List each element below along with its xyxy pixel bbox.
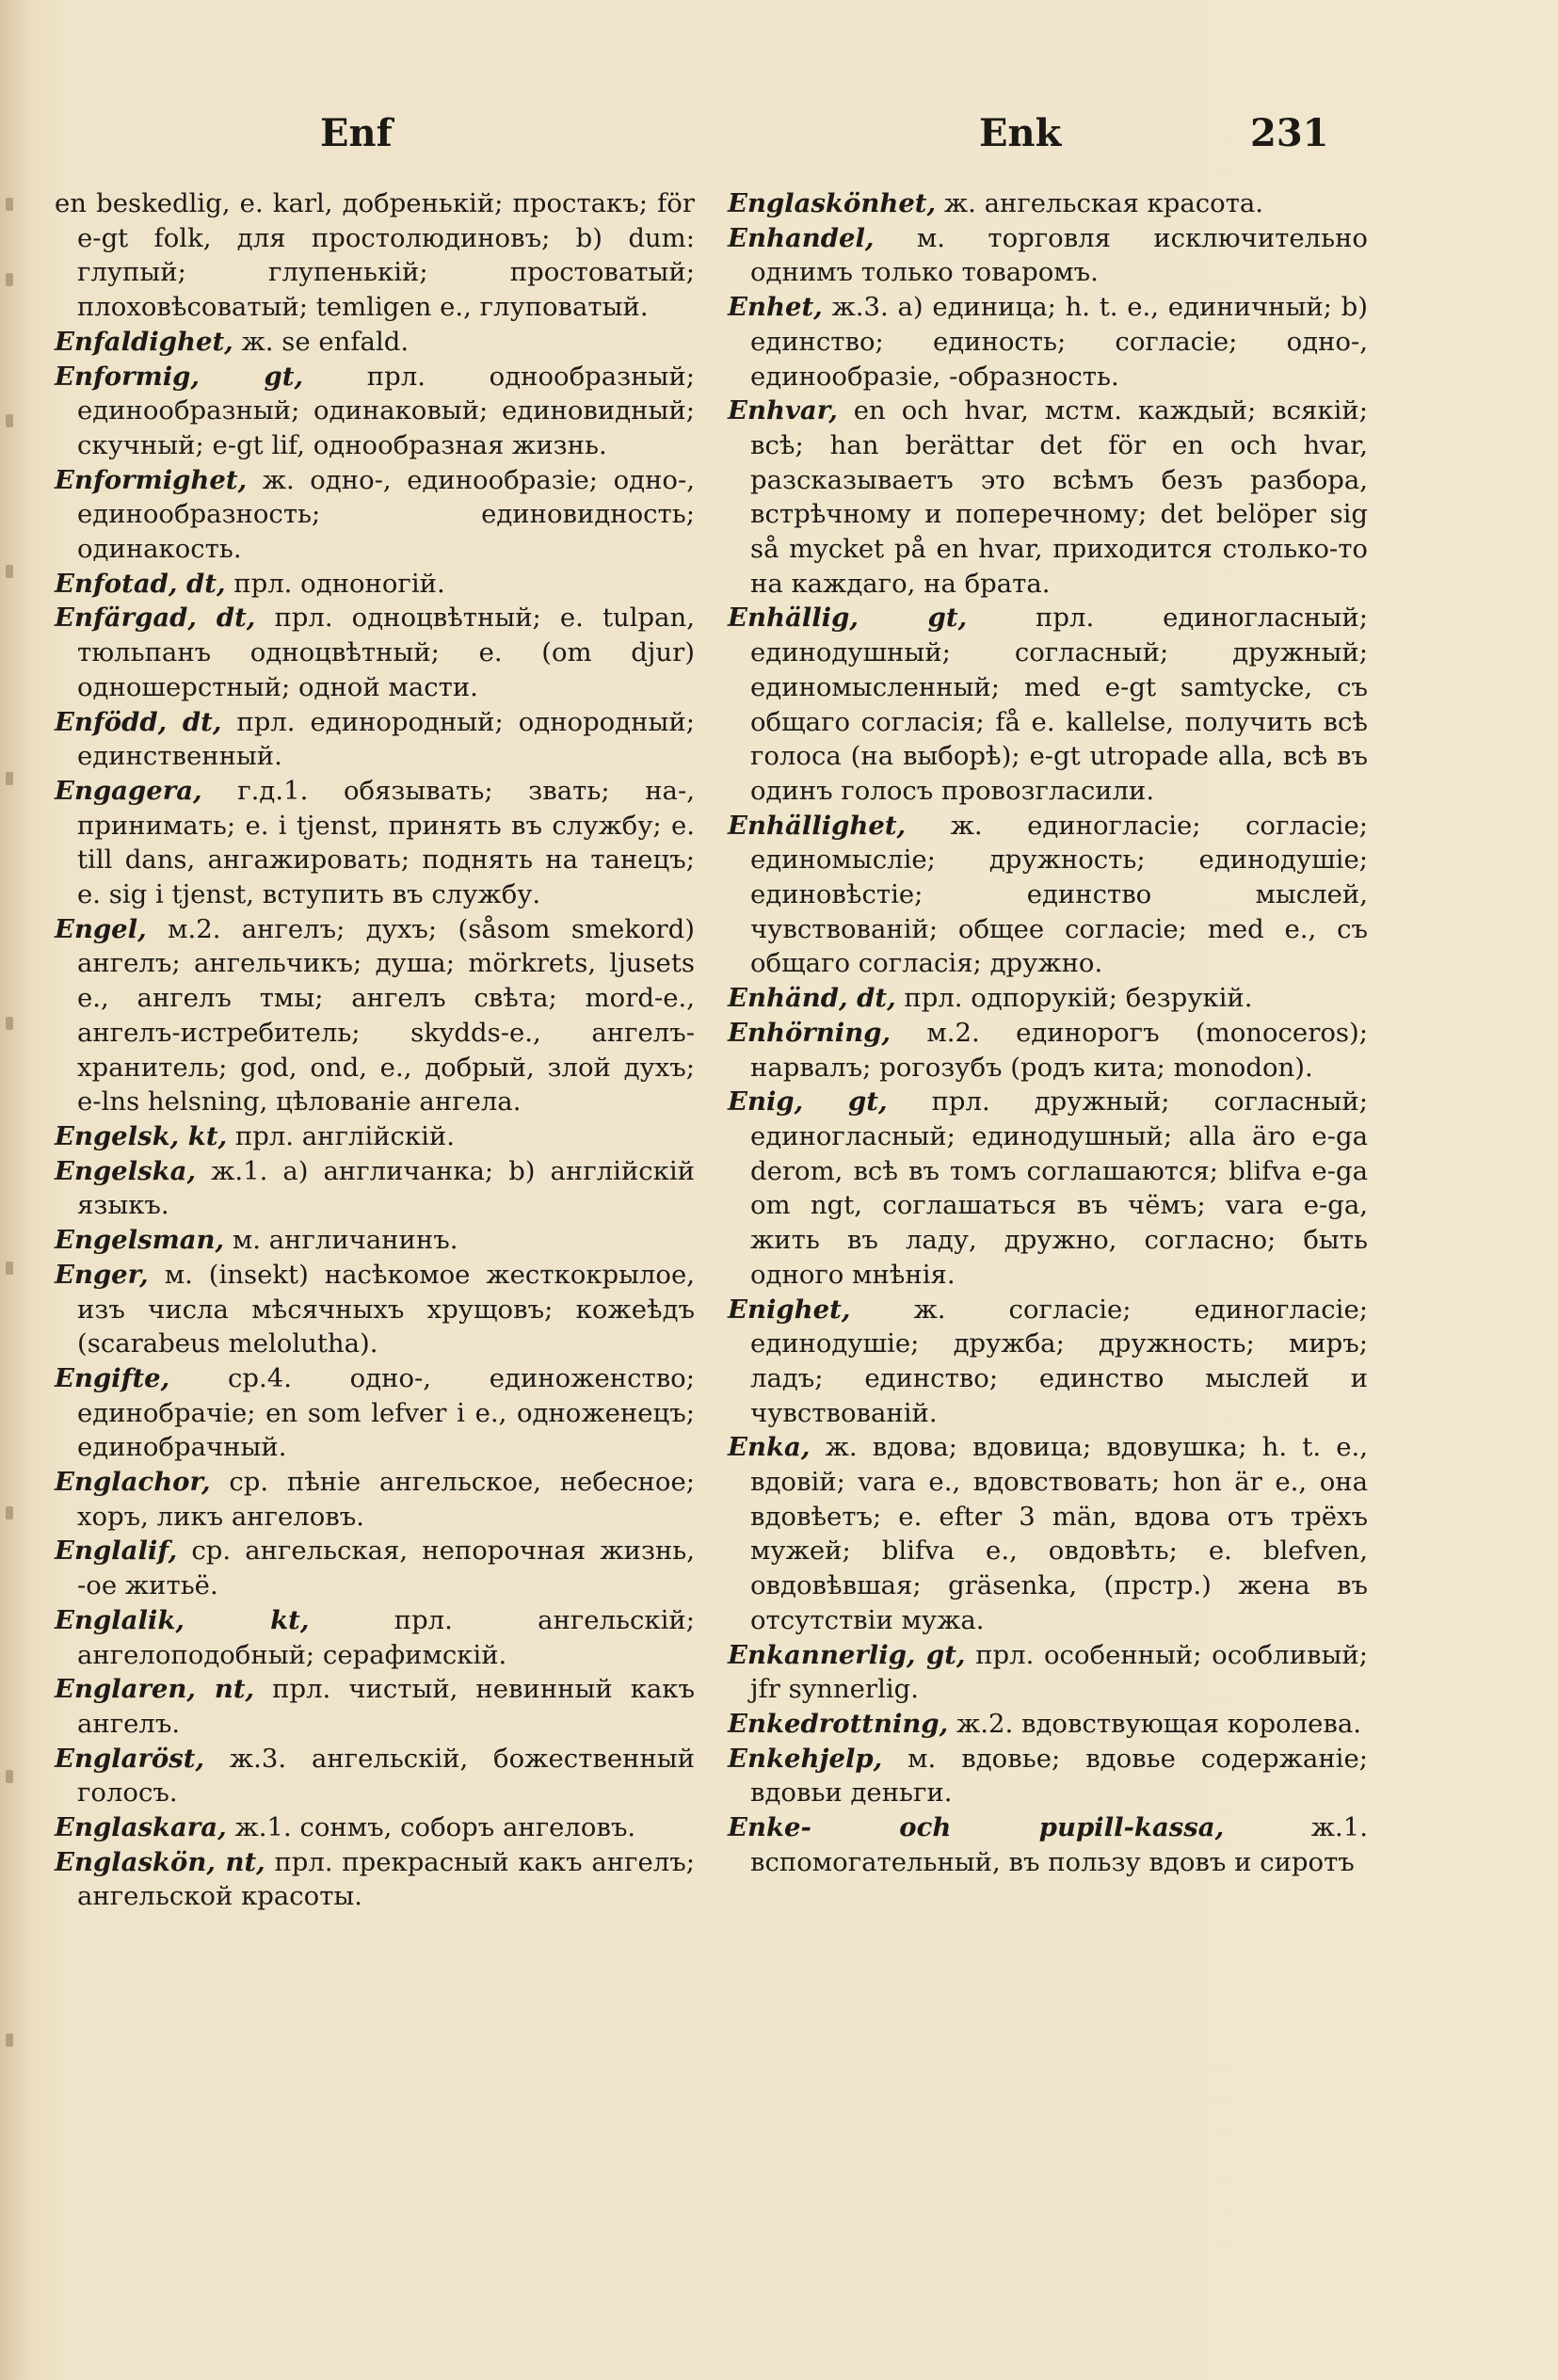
entry-headword: Englaskara,: [55, 1812, 227, 1843]
dictionary-entry: [728, 290, 1368, 394]
dictionary-entry: [55, 705, 695, 774]
entry-definition: прл. одноногій.: [233, 568, 445, 599]
entry-definition: ж.1. вспомогательный, въ пользу вдовъ и сиротъ: [750, 1812, 1368, 1877]
entry-definition: м. англичанинъ.: [232, 1225, 458, 1256]
entry-headword: Enhandel,: [728, 222, 875, 253]
entry-definition: прл. ангельскій; ангелоподобный; серафимскій.: [77, 1604, 695, 1670]
dictionary-entry: [728, 1430, 1368, 1637]
entry-headword: Enka,: [728, 1432, 811, 1463]
dictionary-entry: [55, 1672, 695, 1741]
entry-definition: м. вдовье; вдовье содержаніе; вдовьи деньги.: [750, 1743, 1368, 1809]
entry-definition: ж. одно-, единообразіе; одно-, единообразность; единовидность; одинакость.: [77, 464, 695, 565]
entry-headword: Englalif,: [55, 1536, 178, 1567]
entry-definition: en beskedlig, e. karl, добренькій; простакъ; för e-gt folk, для простолюдиновъ; b) dum: глупый; глупенькій; простоватый; плоховѣсоватый; temligen e., глуповатый.: [55, 188, 695, 323]
entry-definition: ж. согласіе; единогласіе; единодушіе; дружба; дружность; миръ; ладъ; единство; единство мыслей и чувствованій.: [750, 1294, 1369, 1428]
entry-definition: en och hvar, мстм. каждый; всякій; всѣ; han berättar det för en och hvar, разсказываетъ это всѣмъ безъ разбора, встрѣчному и поперечному; det belöper sig så mycket på en hvar, приходится столько-то на каждаго, на брата.: [750, 395, 1368, 599]
entry-headword: Englaren, nt,: [55, 1674, 255, 1705]
dictionary-entry: [728, 809, 1368, 982]
dictionary-entry: [55, 912, 695, 1119]
entry-headword: Enhvar,: [728, 395, 838, 426]
entry-headword: Enke- och pupill-kassa,: [728, 1812, 1225, 1843]
entry-headword: Enkehjelp,: [728, 1743, 883, 1774]
entry-headword: Enhänd, dt,: [728, 983, 896, 1014]
entry-definition: ж. вдова; вдовица; вдовушка; h. t. e., вдовій; vara e., вдовствовать; hon är e., она вдовѣетъ; e. efter 3 män, вдова отъ трёхъ мужей; blifva e., овдовѣть; e. blefven, овдовѣвшая; gräsenka, (прстр.) жена въ отсутствіи мужа.: [750, 1432, 1368, 1635]
right-column: [728, 186, 1368, 1879]
entry-headword: Enformighet,: [55, 464, 248, 495]
entry-definition: прл. однообразный; единообразный; одинаковый; единовидный; скучный; e-gt lif, однообразная жизнь.: [77, 361, 695, 460]
entry-headword: Enkannerlig, gt,: [728, 1639, 966, 1670]
entry-definition: ж.3. a) единица; h. t. e., единичный; b) единство; единость; согласіе; одно-, единообразіе, -образность.: [750, 292, 1368, 392]
entry-definition: м.2. ангелъ; духъ; (såsom smekord) ангелъ; ангельчикъ; душа; mörkrets, ljusets e., ангелъ тмы; ангелъ свѣта; mord-e., ангелъ-истребитель; skydds-e., ангелъ-хранитель; god, ond, e., добрый, злой духъ; e-lns helsning, цѣлованіе ангела.: [77, 913, 695, 1118]
header-center: Enk: [979, 111, 1062, 155]
dictionary-entry: [55, 1258, 695, 1361]
dictionary-entry: [728, 394, 1368, 601]
entry-definition: ж. ангельская красота.: [943, 188, 1264, 218]
entry-headword: Engifte,: [55, 1362, 170, 1393]
entry-definition: г.д.1. обязывать; звать; на-, принимать; e. i tjenst, принять въ службу; e. till dans, ангажировать; поднять на танецъ; e. sig i tjenst, вступить въ службу.: [77, 775, 695, 910]
entry-definition: прл. одпорукій; безрукій.: [904, 983, 1253, 1014]
left-column: [55, 186, 695, 1914]
entry-definition: ср.4. одно-, единоженство; единобрачіе; en som lefver i e., одноженецъ; единобрачный.: [77, 1362, 695, 1463]
entry-definition: ж.1. a) англичанка; b) англійскій языкъ.: [77, 1155, 695, 1221]
entry-headword: Enformig, gt,: [55, 361, 304, 392]
entry-headword: Engelska,: [55, 1155, 197, 1186]
entry-definition: м. (insekt) насѣкомое жесткокрылое, изъ числа мѣсячныхъ хрущовъ; кожеѣдъ (scarabeus melolutha).: [77, 1259, 695, 1359]
entry-headword: Englalik, kt,: [55, 1604, 310, 1635]
dictionary-entry: [728, 1810, 1368, 1879]
entry-headword: Englaröst,: [55, 1743, 205, 1774]
entry-definition: ср. пѣніе ангельское, небесное; хоръ, ликъ ангеловъ.: [77, 1467, 695, 1532]
entry-definition: прл. единогласный; единодушный; согласный; дружный; единомысленный; med e-gt samtycke, съ общаго согласія; få e. kallelse, получить всѣ голоса (на выборѣ); e-gt utropade alla, всѣ въ одинъ голосъ провозгласили.: [750, 603, 1368, 806]
entry-definition: ж.3. ангельскій, божественный голосъ.: [77, 1743, 695, 1809]
dictionary-entry: [55, 186, 695, 325]
dictionary-entry: [55, 360, 695, 463]
dictionary-entry: [55, 774, 695, 912]
entry-headword: Enfärgad, dt,: [55, 603, 256, 634]
entry-definition: ж.2. вдовствующая королева.: [956, 1708, 1361, 1739]
dictionary-entry: [728, 221, 1368, 290]
entry-headword: Enhet,: [728, 292, 823, 323]
dictionary-entry: [55, 1223, 695, 1258]
entry-definition: м. торговля исключительно однимъ только товаромъ.: [750, 222, 1368, 288]
left-margin-marks: [0, 169, 21, 2241]
dictionary-entry: [728, 1085, 1368, 1292]
dictionary-entry: [55, 1603, 695, 1672]
entry-definition: ж.1. сонмъ, соборъ ангеловъ.: [234, 1812, 636, 1843]
dictionary-entry: [55, 567, 695, 602]
entry-headword: Enger,: [55, 1259, 149, 1290]
entry-headword: Englachor,: [55, 1467, 211, 1498]
dictionary-entry: [55, 1742, 695, 1810]
entry-headword: Engelsman,: [55, 1225, 225, 1256]
dictionary-entry: [728, 1016, 1368, 1085]
dictionary-entry: [55, 1534, 695, 1602]
dictionary-entry: [55, 1845, 695, 1914]
dictionary-entry: [55, 1810, 695, 1845]
entry-headword: Engagera,: [55, 775, 202, 806]
page-number: 231: [1250, 111, 1329, 155]
entry-headword: Enig, gt,: [728, 1086, 888, 1118]
dictionary-entry: [728, 1638, 1368, 1707]
entry-definition: прл. особенный; особливый; jfr synnerlig.: [750, 1639, 1368, 1705]
dictionary-entry: [55, 1465, 695, 1534]
entry-headword: Engelsk, kt,: [55, 1120, 228, 1151]
dictionary-entry: [55, 463, 695, 567]
header-left: Enf: [320, 111, 393, 155]
entry-headword: Engel,: [55, 913, 147, 944]
dictionary-entry: [728, 981, 1368, 1016]
entry-headword: Enfödd, dt,: [55, 706, 222, 737]
entry-definition: прл. дружный; согласный; единогласный; единодушный; alla äro e-ga derom, всѣ въ томъ соглашаются; blifva e-ga om ngt, соглашаться въ чёмъ; vara e-ga, жить въ ладу, дружно, согласно; быть одного мнѣнія.: [750, 1086, 1368, 1290]
entry-headword: Englaskön, nt,: [55, 1846, 265, 1877]
entry-definition: ж. единогласіе; согласіе; единомысліе; дружность; единодушіе; единовѣстіе; единство мыслей, чувствованій; общее согласіе; med e., съ общаго согласія; дружно.: [750, 810, 1368, 979]
entry-definition: прл. чистый, невинный какъ ангелъ.: [77, 1674, 695, 1739]
entry-headword: Enhörning,: [728, 1017, 891, 1048]
entry-definition: прл. прекрасный какъ ангелъ; ангельской красоты.: [77, 1846, 695, 1912]
dictionary-entry: [55, 325, 695, 360]
entry-headword: Enfotad, dt,: [55, 568, 226, 599]
entry-headword: Englaskönhet,: [728, 188, 937, 218]
entry-headword: Enkedrottning,: [728, 1708, 949, 1739]
entry-definition: м.2. единорогъ (monoceros); нарвалъ; рогозубъ (родъ кита; monodon).: [750, 1017, 1369, 1083]
dictionary-entry: [728, 601, 1368, 808]
dictionary-entry: [55, 1154, 695, 1223]
entry-headword: Enighet,: [728, 1294, 851, 1325]
dictionary-entry: [55, 1361, 695, 1465]
dictionary-entry: [55, 601, 695, 704]
entry-headword: Enfaldighet,: [55, 326, 233, 357]
entry-definition: прл. англійскій.: [234, 1120, 455, 1151]
dictionary-entry: [728, 1742, 1368, 1810]
entry-headword: Enhällighet,: [728, 810, 907, 841]
entry-headword: Enhällig, gt,: [728, 603, 968, 634]
dictionary-entry: [55, 1119, 695, 1154]
dictionary-entry: [728, 1707, 1368, 1742]
entry-definition: ж. se enfald.: [241, 326, 410, 357]
dictionary-entry: [728, 186, 1368, 221]
entry-definition: прл. единородный; однородный; единственный.: [77, 706, 695, 772]
entry-definition: прл. одноцвѣтный; e. tulpan, тюльпанъ одноцвѣтный; e. (om djur) одношерстный; одной масти.: [77, 603, 695, 702]
dictionary-entry: [728, 1293, 1368, 1431]
entry-definition: ср. ангельская, непорочная жизнь, -ое житьё.: [77, 1536, 695, 1601]
